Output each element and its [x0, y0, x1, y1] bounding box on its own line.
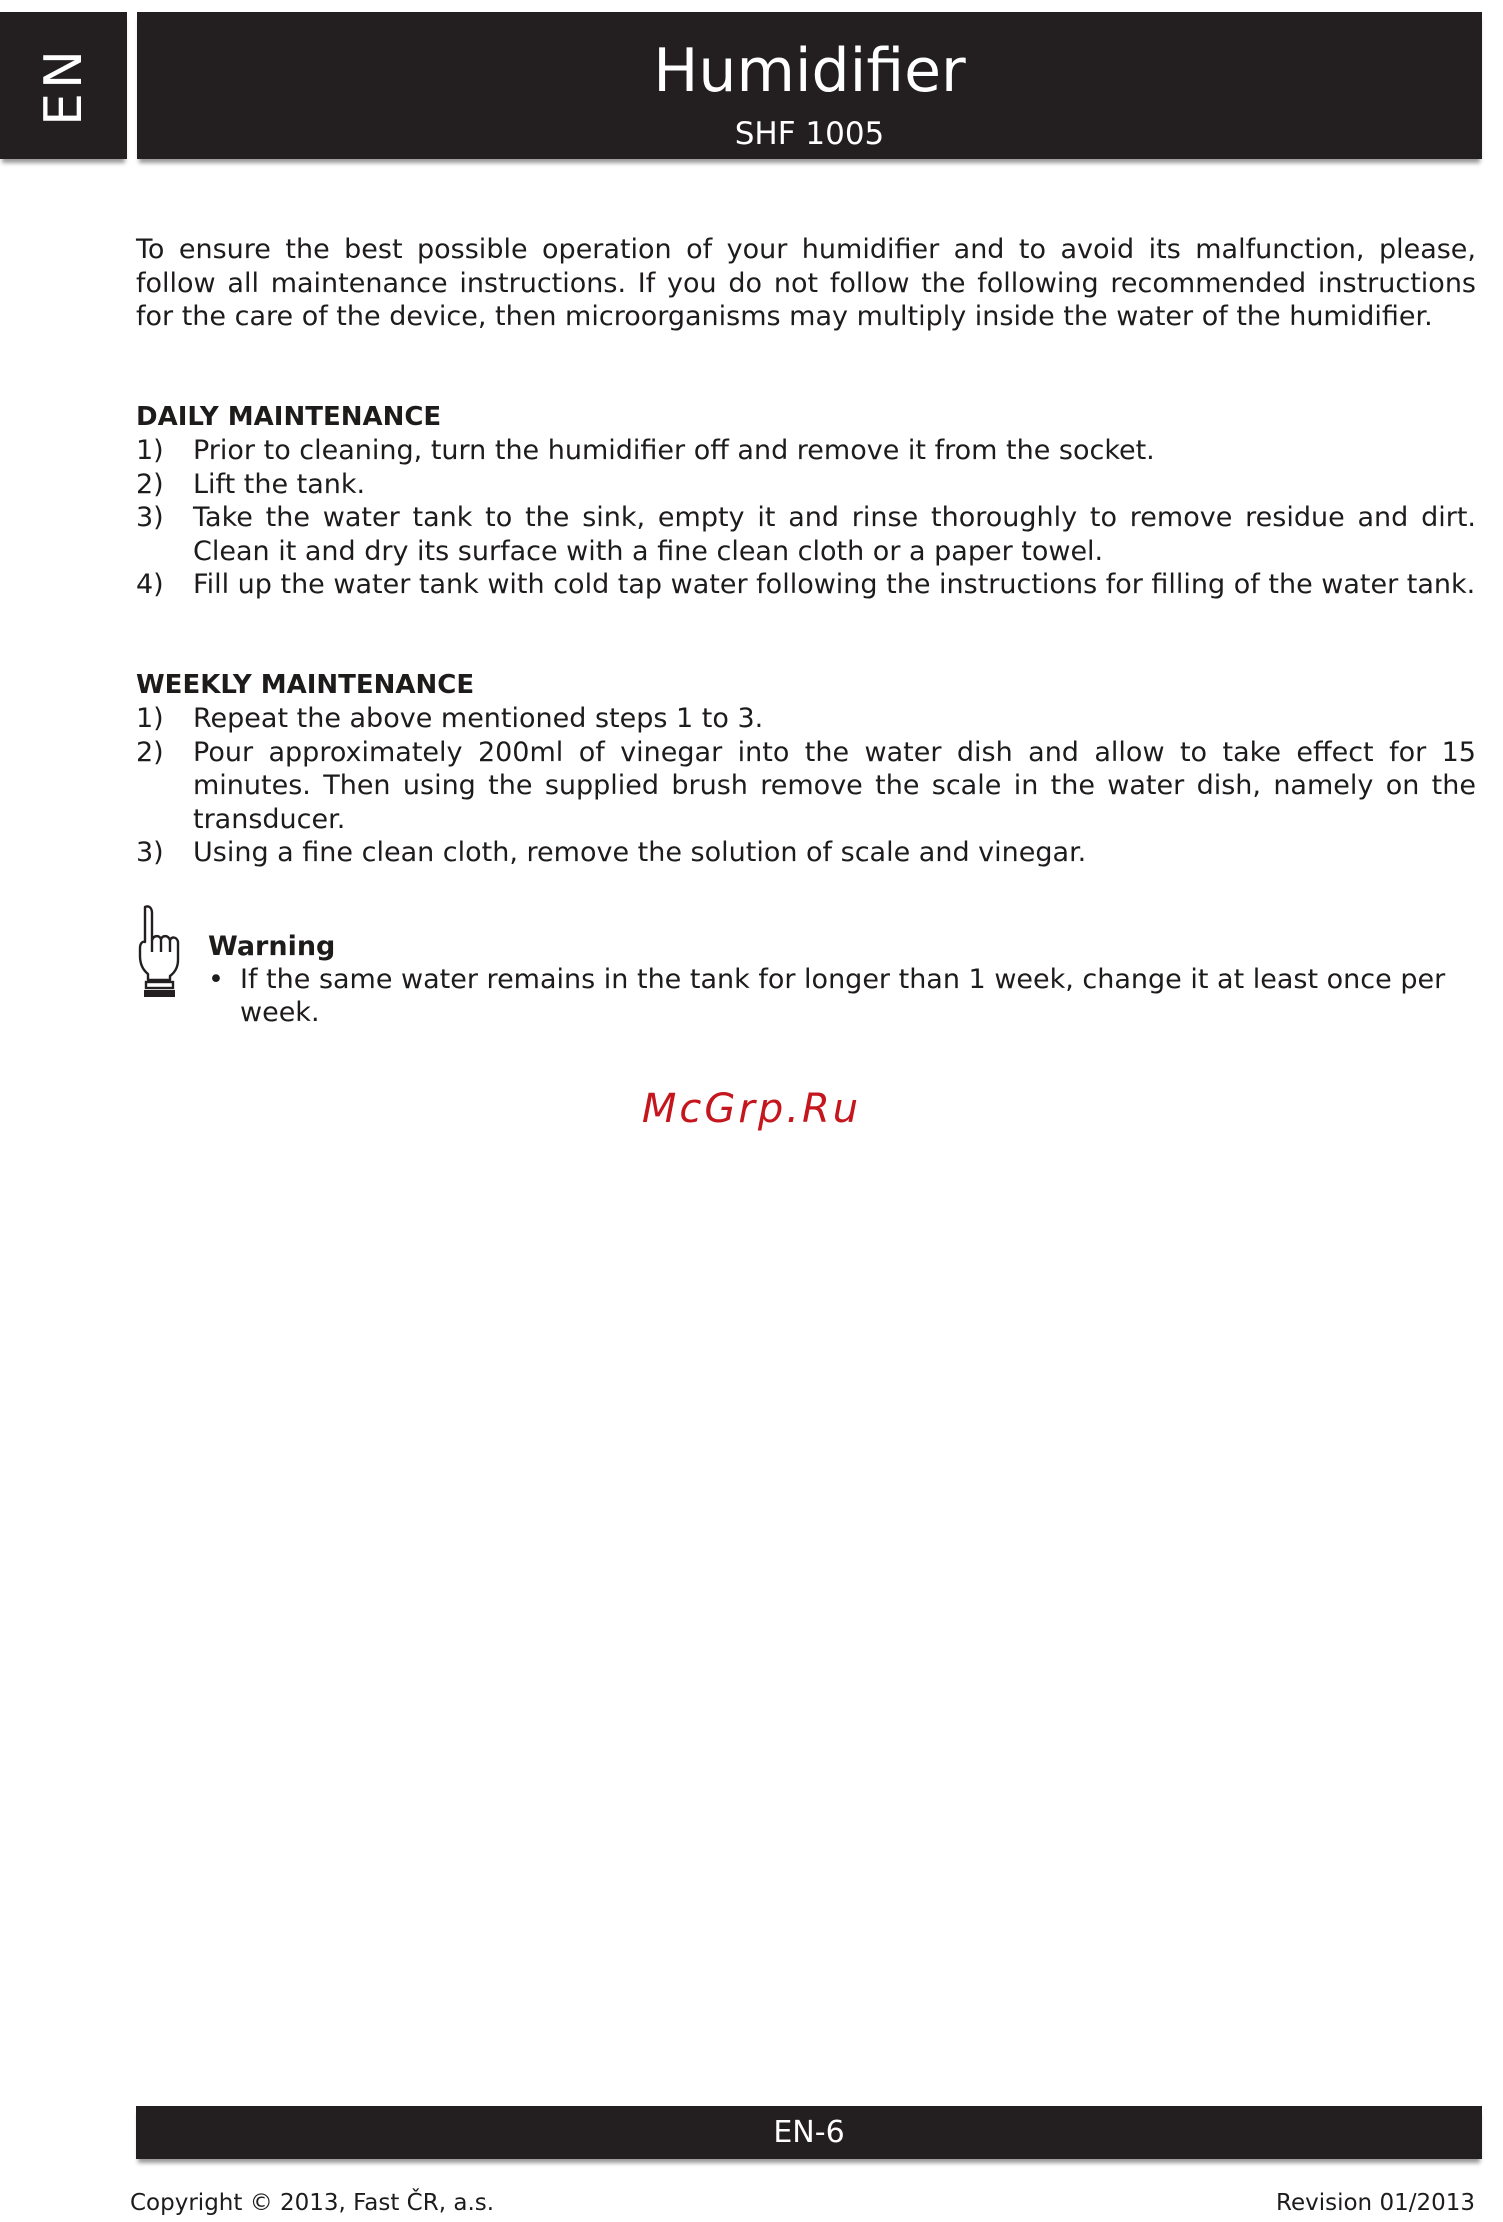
step-text: Repeat the above mentioned steps 1 to 3.: [193, 703, 764, 734]
step-number: 3): [136, 837, 164, 868]
list-item: [136, 702, 1476, 736]
intro-paragraph: To ensure the best possible operation of your humidifier and to avoid its malfunction, please, follow all maintenance instructions. If you do not follow the following recommended instructions for the care of the device, then microorganisms may multiply inside the water of the humidifier.: [136, 234, 1476, 332]
warning-title: Warning: [208, 930, 336, 962]
weekly-steps-list: [136, 702, 1476, 870]
language-label: EN: [33, 45, 94, 126]
language-tab: [0, 12, 127, 159]
header-bar: [137, 12, 1482, 159]
warning-bullet: [208, 963, 1476, 1030]
step-text: Pour approximately 200ml of vinegar into the water dish and allow to take effect for 15 minutes. Then using the supplied brush remove the scale in the water dish, namely on the transducer.: [193, 736, 1476, 835]
step-number: 1): [136, 703, 164, 734]
manual-content: [136, 233, 1476, 1028]
list-item: [136, 736, 1476, 837]
step-text: Prior to cleaning, turn the humidifier off and remove it from the socket.: [193, 435, 1155, 466]
page-title: Humidifier: [653, 36, 966, 106]
weekly-maintenance-heading: WEEKLY MAINTENANCE: [136, 669, 475, 700]
list-item: [136, 468, 1476, 502]
step-number: 2): [136, 736, 164, 768]
list-item: [136, 568, 1476, 602]
bullet-marker: •: [208, 963, 224, 995]
page-number-bar: [136, 2106, 1482, 2159]
watermark: McGrp.Ru: [641, 1086, 862, 1132]
list-item: [136, 836, 1476, 870]
step-text: Lift the tank.: [193, 468, 366, 500]
daily-steps-list: [136, 434, 1476, 602]
pointing-hand-icon: [136, 904, 186, 998]
step-number: 3): [136, 502, 164, 533]
step-number: 2): [136, 468, 164, 500]
step-number: 1): [136, 435, 164, 466]
page-number: EN-6: [773, 2115, 845, 2150]
list-item: [136, 434, 1476, 468]
warning-text: If the same water remains in the tank for longer than 1 week, change it at least once per week.: [240, 963, 1446, 1028]
daily-maintenance-heading: DAILY MAINTENANCE: [136, 401, 442, 432]
step-number: 4): [136, 569, 164, 600]
step-text: Take the water tank to the sink, empty it and rinse thoroughly to remove residue and dirt. Clean it and dry its surface with a fine clean cloth or a paper towel.: [193, 502, 1476, 567]
step-text: Using a fine clean cloth, remove the solution of scale and vinegar.: [193, 837, 1087, 868]
step-text: Fill up the water tank with cold tap water following the instructions for filling of the water tank.: [193, 569, 1476, 600]
list-item: [136, 501, 1476, 568]
warning-box: [136, 904, 1476, 1028]
model-number: SHF 1005: [734, 116, 885, 152]
revision-text: Revision 01/2013: [1276, 2190, 1475, 2216]
copyright-text: Copyright © 2013, Fast ČR, a.s.: [130, 2190, 495, 2216]
